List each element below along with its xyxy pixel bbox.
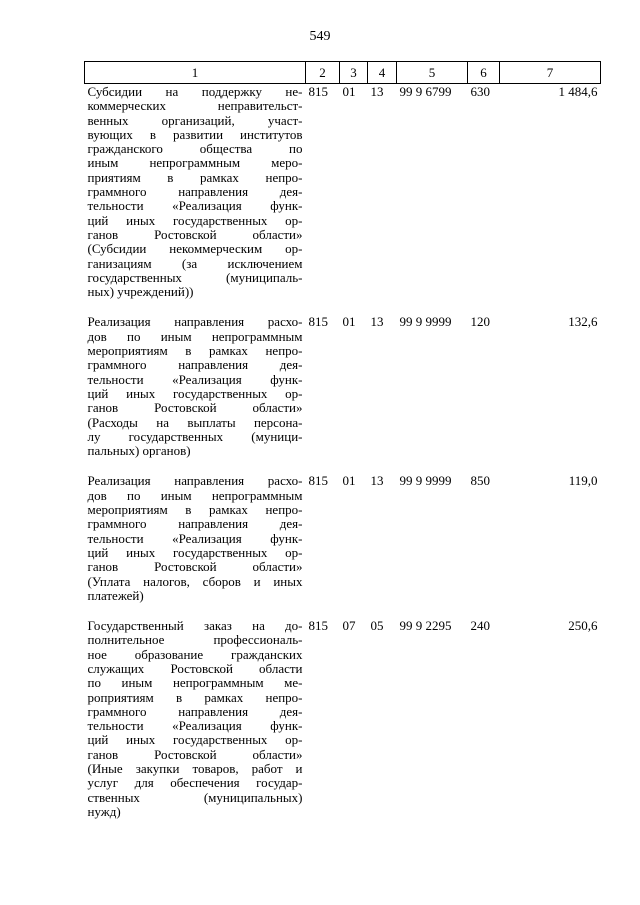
subsection-code: 13 <box>370 84 384 99</box>
description-line: ций иных государственных ор- <box>87 544 303 560</box>
target-article-code: 99 9 9999 <box>399 473 452 489</box>
description-line: приятиям в рамках непро- <box>87 169 303 185</box>
expense-type-code: 630 <box>470 84 490 99</box>
expense-description <box>85 618 306 834</box>
description-line: иным непрограммным меро- <box>87 155 303 171</box>
target-article-code: 99 9 2295 <box>399 618 452 634</box>
description-line: дов по иным непрограммным <box>87 487 303 503</box>
header-cell-1: 1 <box>85 62 306 84</box>
description-line: граммного направления дея- <box>87 703 303 719</box>
description-line: ций иных государственных ор- <box>87 732 303 748</box>
description-line: граммного направления дея- <box>87 516 303 532</box>
amount: 1 484,6 <box>558 84 598 99</box>
description-line: Реализация направления расхо- <box>87 314 303 330</box>
expense-type-code: 240 <box>470 618 490 634</box>
description-line: ций иных государственных ор- <box>87 212 303 228</box>
description-line: ций иных государственных ор- <box>87 385 303 401</box>
description-line: ственных (муниципальных) <box>87 789 303 805</box>
description-line: (Иные закупки товаров, работ и <box>87 761 303 777</box>
description-line: полнительное профессиональ- <box>87 632 303 648</box>
expense-description <box>85 314 306 473</box>
description-line: лу государственных (муници- <box>87 428 303 444</box>
section-code: 01 <box>342 473 356 489</box>
header-cell-2: 2 <box>306 62 340 84</box>
amount: 119,0 <box>568 473 598 489</box>
description-line: ганов Ростовской области» <box>87 226 303 242</box>
description-line: Реализация направления расхо- <box>87 473 303 489</box>
subsection-code: 13 <box>370 473 384 489</box>
table-row <box>85 314 601 473</box>
target-article-code: 99 9 9999 <box>399 314 452 330</box>
description-line: служащих Ростовской области <box>87 660 303 676</box>
header-cell-5: 5 <box>397 62 468 84</box>
description-line: ганов Ростовской области» <box>87 746 303 762</box>
page-number: 549 <box>309 29 331 44</box>
description-line: платежей) <box>87 587 144 603</box>
description-line: Государственный заказ на до- <box>87 618 303 634</box>
description-line: вующих в развитии институтов <box>87 126 303 142</box>
description-line: мероприятиям в рамках непро- <box>87 343 303 359</box>
table-row <box>85 618 601 834</box>
description-line: мероприятиям в рамках непро- <box>87 502 303 518</box>
description-line: по иным непрограммным ме- <box>87 675 303 691</box>
section-code: 01 <box>342 84 356 99</box>
header-cell-7: 7 <box>500 62 601 84</box>
description-line: нужд) <box>87 803 121 819</box>
budget-table <box>84 61 601 834</box>
description-line: услуг для обеспечения государ- <box>87 775 303 791</box>
description-line: ных) учреждений)) <box>87 284 194 300</box>
description-line: (Расходы на выплаты персона- <box>87 414 303 430</box>
description-line: венных организаций, участ- <box>87 112 303 128</box>
description-line: граммного направления дея- <box>87 184 303 200</box>
description-line: ное образование гражданских <box>87 646 303 662</box>
ministry-code: 815 <box>308 618 328 634</box>
description-line: роприятиям в рамках непро- <box>87 689 303 705</box>
expense-description <box>85 84 306 315</box>
description-line: Субсидии на поддержку не- <box>87 84 303 99</box>
table-row <box>85 84 601 315</box>
table-row <box>85 473 601 618</box>
description-line: государственных (муниципаль- <box>87 269 303 285</box>
header-cell-6: 6 <box>468 62 500 84</box>
ministry-code: 815 <box>308 473 328 489</box>
description-line: пальных) органов) <box>87 443 191 459</box>
description-line: (Уплата налогов, сборов и иных <box>87 573 303 589</box>
subsection-code: 13 <box>370 314 384 330</box>
ministry-code: 815 <box>308 314 328 330</box>
section-code: 07 <box>342 618 356 634</box>
description-line: тельности «Реализация функ- <box>87 530 303 546</box>
description-line: тельности «Реализация функ- <box>87 198 303 214</box>
table-body <box>85 84 601 835</box>
target-article-code: 99 9 6799 <box>399 84 452 99</box>
description-line: ганизациям (за исключением <box>87 255 303 271</box>
description-line: (Субсидии некоммерческим ор- <box>87 241 303 257</box>
expense-type-code: 850 <box>470 473 490 489</box>
ministry-code: 815 <box>308 84 328 99</box>
description-line: тельности «Реализация функ- <box>87 718 303 734</box>
description-line: ганов Ростовской области» <box>87 400 303 416</box>
description-line: граммного направления дея- <box>87 357 303 373</box>
description-line: тельности «Реализация функ- <box>87 371 303 387</box>
header-cell-4: 4 <box>368 62 397 84</box>
description-line: гражданского общества по <box>87 141 303 157</box>
description-line: ганов Ростовской области» <box>87 559 303 575</box>
subsection-code: 05 <box>370 618 384 634</box>
header-row <box>85 62 601 84</box>
amount: 250,6 <box>568 618 598 634</box>
header-cell-3: 3 <box>340 62 368 84</box>
amount: 132,6 <box>568 314 598 330</box>
description-line: коммерческих неправительст- <box>87 98 303 114</box>
expense-type-code: 120 <box>470 314 490 330</box>
expense-description <box>85 473 306 618</box>
section-code: 01 <box>342 314 356 330</box>
description-line: дов по иным непрограммным <box>87 328 303 344</box>
